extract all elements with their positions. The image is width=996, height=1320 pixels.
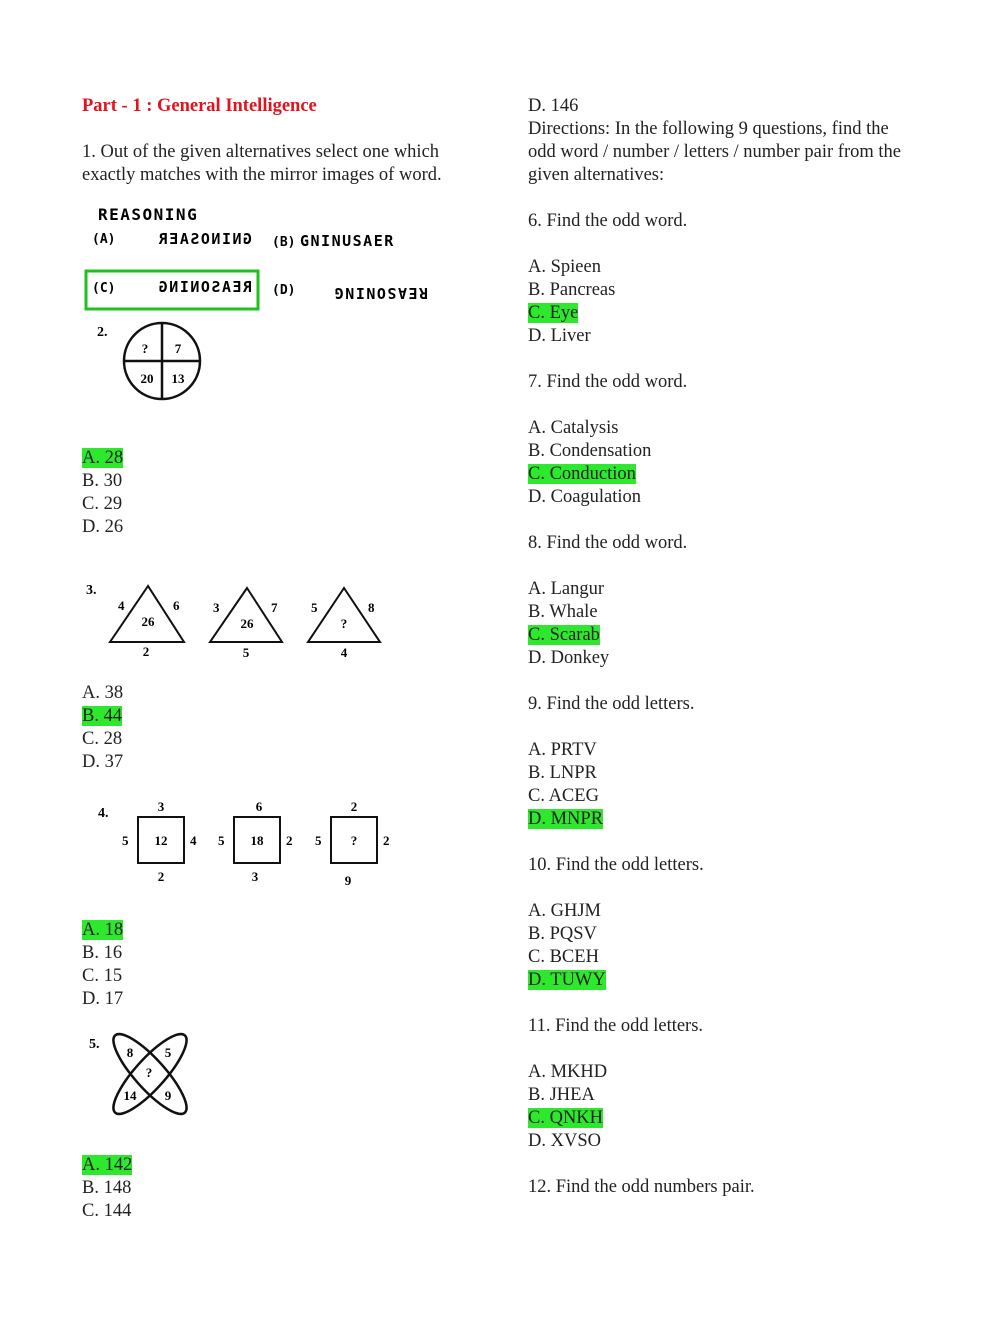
q3-t3-center: ? [340, 616, 348, 631]
option-label: A. MKHD [528, 1062, 608, 1082]
q4-square-2 [218, 799, 293, 884]
q2-option [82, 516, 482, 539]
option-label: A. Spieen [528, 257, 601, 277]
q3-t1-left: 4 [118, 598, 125, 613]
option-label: C. 28 [82, 729, 123, 749]
section-title: Part - 1 : General Intelligence [82, 96, 317, 116]
option-label: C. 144 [82, 1201, 132, 1221]
right-question-list [528, 210, 918, 1176]
q2-cell-bottom-left: 20 [140, 371, 154, 386]
q5-number: 5. [89, 1037, 100, 1052]
q2-cell-bottom-right: 13 [171, 371, 185, 386]
q3-number: 3. [86, 583, 97, 598]
option-item [528, 1084, 918, 1107]
option-label: D. Donkey [528, 648, 610, 668]
right-column [528, 95, 918, 1199]
option-item [528, 440, 918, 463]
option-label: A. Catalysis [528, 418, 619, 438]
option-label: C. 29 [82, 494, 123, 514]
option-item [528, 256, 918, 279]
question-text: 6. Find the odd word. [528, 211, 688, 231]
q1-figure [82, 201, 482, 313]
q3-t3-right: 8 [368, 600, 375, 615]
option-label: B. Condensation [528, 441, 652, 461]
question-text: 10. Find the odd letters. [528, 855, 704, 875]
option-item [528, 1061, 918, 1084]
option-label: D. 26 [82, 517, 124, 537]
option-label: B. Whale [528, 602, 598, 622]
q4-s2-right: 2 [286, 833, 293, 848]
q3-t2-bottom: 5 [242, 645, 250, 660]
q4-option [82, 988, 482, 1011]
q4-s2-top: 6 [255, 799, 263, 814]
q3-option [82, 728, 482, 751]
option-item [528, 601, 918, 624]
option-label: B. 16 [82, 943, 123, 963]
q3-t1-right: 6 [173, 598, 180, 613]
option-label: A. 38 [82, 683, 124, 703]
question-block [528, 210, 918, 371]
option-label: B. LNPR [528, 763, 597, 783]
q4-s2-left: 5 [218, 833, 225, 848]
question-block [528, 371, 918, 532]
q4-s3-top: 2 [350, 799, 358, 814]
option-label: D. TUWY [528, 970, 606, 990]
option-label: A. 18 [82, 920, 124, 940]
q2-figure [82, 319, 482, 447]
option-item [528, 900, 918, 923]
option-item [528, 739, 918, 762]
q1-option-a-text: GNINOSAER [157, 230, 252, 248]
option-item [528, 1130, 918, 1153]
option-label: D. 37 [82, 752, 124, 772]
option-item [528, 1107, 918, 1130]
q3-figure [82, 560, 482, 682]
q4-options [82, 919, 482, 1011]
q4-s3-center: ? [350, 833, 358, 848]
q4-square-1 [122, 799, 197, 884]
q1-option-d-text: REASONING [333, 284, 428, 302]
option-item [528, 969, 918, 992]
q5-bottom-left: 14 [123, 1088, 137, 1103]
option-item [528, 279, 918, 302]
q1-text: 1. Out of the given alternatives select one which exactly matches with the mirror images of word. [82, 142, 442, 185]
q4-s1-top: 3 [157, 799, 165, 814]
q4-figure [82, 789, 482, 919]
option-item [528, 762, 918, 785]
option-label: C. 15 [82, 966, 123, 986]
option-label: B. PQSV [528, 924, 597, 944]
q12-text: 12. Find the odd numbers pair. [528, 1177, 755, 1197]
q4-s3-left: 5 [315, 833, 322, 848]
question-text: 11. Find the odd letters. [528, 1016, 704, 1036]
option-label: A. 142 [82, 1155, 133, 1175]
q2-option [82, 470, 482, 493]
option-item [528, 785, 918, 808]
question-text: 7. Find the odd word. [528, 372, 688, 392]
q2-option [82, 447, 482, 470]
option-label: D. XVSO [528, 1131, 601, 1151]
q4-number: 4. [98, 806, 109, 821]
question-block [528, 532, 918, 693]
option-label: D. 17 [82, 989, 124, 1009]
option-label: B. 44 [82, 706, 123, 726]
q1-word: REASONING [98, 205, 199, 224]
q5-options [82, 1154, 482, 1223]
question-text: 8. Find the odd word. [528, 533, 688, 553]
q2-cell-top-left: ? [141, 341, 149, 356]
option-label: C. Scarab [528, 625, 600, 645]
option-item [528, 486, 918, 509]
option-item [528, 417, 918, 440]
option-label: A. 28 [82, 448, 124, 468]
option-label: C. QNKH [528, 1108, 604, 1128]
question-block [528, 1015, 918, 1176]
question-block [528, 693, 918, 854]
option-item [528, 647, 918, 670]
option-item [528, 624, 918, 647]
option-label: C. BCEH [528, 947, 599, 967]
option-item [528, 946, 918, 969]
left-column [82, 95, 482, 1223]
q4-square-3 [315, 799, 390, 888]
option-label: B. 30 [82, 471, 123, 491]
option-label: A. Langur [528, 579, 605, 599]
q3-triangle-3 [308, 588, 380, 660]
option-label: D. Coagulation [528, 487, 642, 507]
q2-number: 2. [97, 325, 108, 340]
directions-text: Directions: In the following 9 questions, find the odd word / number / letters / number pair from the given alternatives: [528, 119, 901, 185]
option-label: B. 148 [82, 1178, 132, 1198]
q3-option [82, 682, 482, 705]
q4-option [82, 942, 482, 965]
q5-top-right: 5 [164, 1045, 172, 1060]
option-label: B. Pancreas [528, 280, 616, 300]
q4-s3-right: 2 [383, 833, 390, 848]
q4-s3-bottom: 9 [344, 873, 352, 888]
q5-option [82, 1200, 482, 1223]
q2-option [82, 493, 482, 516]
option-label: C. Conduction [528, 464, 636, 484]
q5-top-left: 8 [126, 1045, 134, 1060]
option-item [528, 578, 918, 601]
option-label: C. ACEG [528, 786, 599, 806]
q4-s1-right: 4 [190, 833, 197, 848]
q5-figure [82, 1026, 482, 1154]
q5-option [82, 1177, 482, 1200]
option-item [528, 463, 918, 486]
option-label: D. Liver [528, 326, 591, 346]
q3-t3-left: 5 [311, 600, 318, 615]
q4-option [82, 965, 482, 988]
q2-cell-top-right: 7 [174, 341, 182, 356]
question-text: 9. Find the odd letters. [528, 694, 695, 714]
q5-option-d: D. 146 [528, 96, 579, 116]
option-item [528, 923, 918, 946]
question-block [528, 854, 918, 1015]
q3-t3-bottom: 4 [340, 645, 348, 660]
q1-option-d-tag: (D) [272, 283, 296, 298]
q3-t2-left: 3 [213, 600, 220, 615]
q1-option-b-text: GNINUSAER [300, 232, 395, 250]
q4-option [82, 919, 482, 942]
q3-triangle-2 [210, 588, 282, 660]
option-item [528, 325, 918, 348]
q3-option [82, 751, 482, 774]
q1-option-c-text: REASONING [157, 278, 252, 296]
q4-s2-bottom: 3 [251, 869, 259, 884]
q3-t2-center: 26 [240, 616, 254, 631]
q3-triangle-1 [110, 586, 184, 659]
q1-option-a-tag: (A) [92, 232, 116, 247]
q1-option-b-tag: (B) [272, 235, 296, 250]
option-item [528, 302, 918, 325]
q1-option-c-tag: (C) [92, 281, 116, 296]
option-label: A. PRTV [528, 740, 597, 760]
option-label: C. Eye [528, 303, 579, 323]
q3-t1-bottom: 2 [142, 644, 150, 659]
option-label: B. JHEA [528, 1085, 595, 1105]
q3-options [82, 682, 482, 774]
q3-t1-center: 26 [141, 614, 155, 629]
q4-s1-bottom: 2 [157, 869, 165, 884]
q3-t2-right: 7 [271, 600, 278, 615]
q5-center: ? [145, 1065, 153, 1080]
option-item [528, 808, 918, 831]
q4-s1-center: 12 [154, 833, 168, 848]
q4-s1-left: 5 [122, 833, 129, 848]
q3-option [82, 705, 482, 728]
q5-bottom-right: 9 [164, 1088, 172, 1103]
q4-s2-center: 18 [250, 833, 264, 848]
option-label: D. MNPR [528, 809, 604, 829]
q2-options [82, 447, 482, 539]
option-label: A. GHJM [528, 901, 601, 921]
q5-option [82, 1154, 482, 1177]
